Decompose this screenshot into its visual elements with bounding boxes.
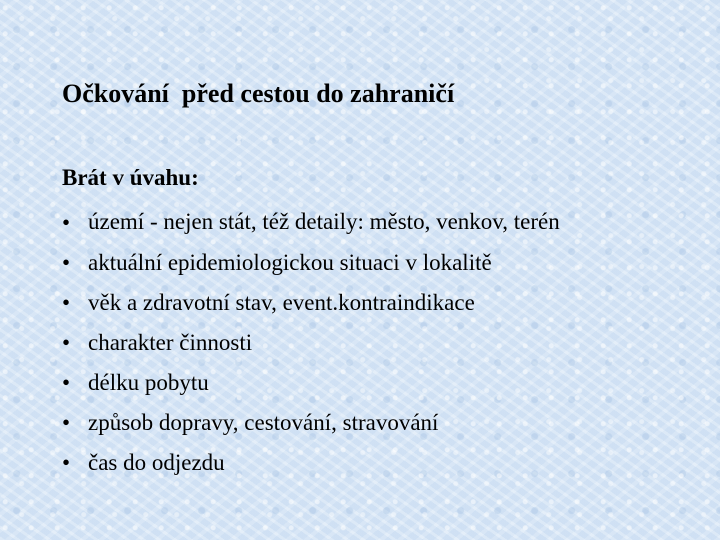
bullet-icon: • xyxy=(62,210,71,235)
bullet-icon: • xyxy=(62,450,71,475)
list-item xyxy=(62,363,662,403)
list-item xyxy=(62,403,662,443)
list-item xyxy=(62,443,662,483)
bullet-icon: • xyxy=(62,250,71,275)
list-item xyxy=(62,323,662,363)
list-item xyxy=(62,203,662,243)
bullet-icon: • xyxy=(62,410,71,435)
list-item-text: délku pobytu xyxy=(88,370,209,395)
slide-title: Očkování před cestou do zahraničí xyxy=(62,79,455,108)
bullet-icon: • xyxy=(62,370,71,395)
list-item xyxy=(62,243,662,283)
slide-subtitle: Brát v úvahu: xyxy=(62,165,199,190)
list-item-text: čas do odjezdu xyxy=(88,450,225,475)
list-item-text: charakter činnosti xyxy=(88,330,253,355)
list-item-text: věk a zdravotní stav, event.kontraindikace xyxy=(88,290,475,315)
list-item-text: území - nejen stát, též detaily: město, venkov, terén xyxy=(88,209,560,234)
list-item-text: způsob dopravy, cestování, stravování xyxy=(88,410,439,435)
list-item xyxy=(62,283,662,323)
bullet-list xyxy=(62,203,662,483)
bullet-icon: • xyxy=(62,290,71,315)
bullet-icon: • xyxy=(62,330,71,355)
list-item-text: aktuální epidemiologickou situaci v lokalitě xyxy=(88,250,492,275)
